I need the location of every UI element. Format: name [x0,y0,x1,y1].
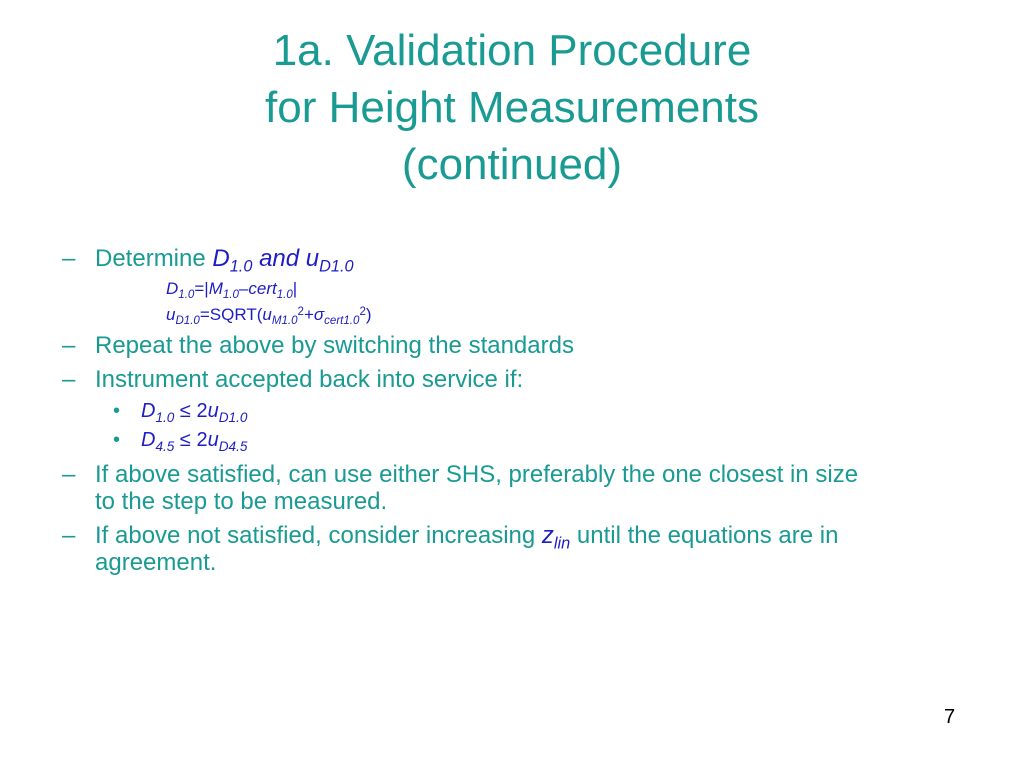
f2-u2-sub: M1.0 [271,315,298,328]
dash-marker: – [62,366,76,393]
ns-suffix: until the equations are in [570,522,839,549]
determine-prefix: Determine [95,245,213,272]
ns-z: z [541,522,554,549]
f2-u-sub: D1.0 [175,315,200,328]
ns-z-sub: lin [553,534,571,553]
f2-sigma: σ [313,305,325,324]
ns-prefix: If above not satisfied, consider increasing [95,522,542,549]
title-line-2: for Height Measurements [265,83,759,132]
dash-marker: – [62,332,76,359]
f2-sq2: 2 [359,305,366,318]
formula-u [166,305,372,328]
determine-d-sub: 1.0 [229,257,253,276]
item-satisfied-line-1: If above satisfied, can use either SHS, preferably the one closest in size [95,461,859,488]
f2-u2: u [262,305,272,324]
item-repeat-text: Repeat the above by switching the standards [95,332,574,359]
f1-m: M [208,279,223,298]
bullet-dot: • [113,429,121,451]
f1-m-sub: 1.0 [222,289,239,302]
dash-marker: – [62,522,76,549]
bullet-2-text [141,429,247,452]
f1-minus: – [238,279,249,298]
item-satisfied-line-2: to the step to be measured. [95,488,388,515]
b1-u: u [207,400,219,422]
determine-u-sub: D1.0 [319,257,354,276]
determine-and: and [252,245,306,272]
f2-u: u [166,305,176,324]
f1-abs-close: | [292,279,298,298]
item-not-satisfied-line-2: agreement. [95,549,217,576]
page-number: 7 [944,706,956,728]
f2-plus: + [303,305,314,324]
item-not-satisfied-line-1 [95,522,839,553]
slide-title [0,22,1024,193]
b2-leq: ≤ 2 [174,429,208,451]
f2-close: ) [365,305,372,324]
f2-sigma-sub: cert1.0 [324,315,360,328]
item-accepted-text: Instrument accepted back into service if: [95,366,524,393]
determine-u: u [305,245,320,272]
determine-d: D [212,245,230,272]
b1-u-sub: D1.0 [218,409,248,425]
b1-leq: ≤ 2 [174,400,208,422]
b1-d: D [141,400,156,422]
bullet-1-text [141,400,247,423]
bullet-dot: • [113,400,121,422]
dash-marker: – [62,461,76,488]
f1-cert-sub: 1.0 [276,289,293,302]
f1-cert: cert [248,279,277,298]
title-line-1: 1a. Validation Procedure [272,26,752,75]
dash-marker: – [62,245,76,272]
f2-eq-sqrt: =SQRT( [199,305,263,324]
f1-d-sub: 1.0 [178,289,195,302]
title-line-3: (continued) [401,140,623,189]
f2-sq1: 2 [297,305,304,318]
b2-u-sub: D4.5 [218,438,248,454]
b2-d: D [141,429,156,451]
b2-u: u [207,429,219,451]
b2-d-sub: 4.5 [155,438,175,454]
b1-d-sub: 1.0 [155,409,175,425]
f1-d: D [166,279,179,298]
item-determine-text [95,245,354,276]
f1-eq: =| [194,279,209,298]
formula-d [166,279,298,302]
